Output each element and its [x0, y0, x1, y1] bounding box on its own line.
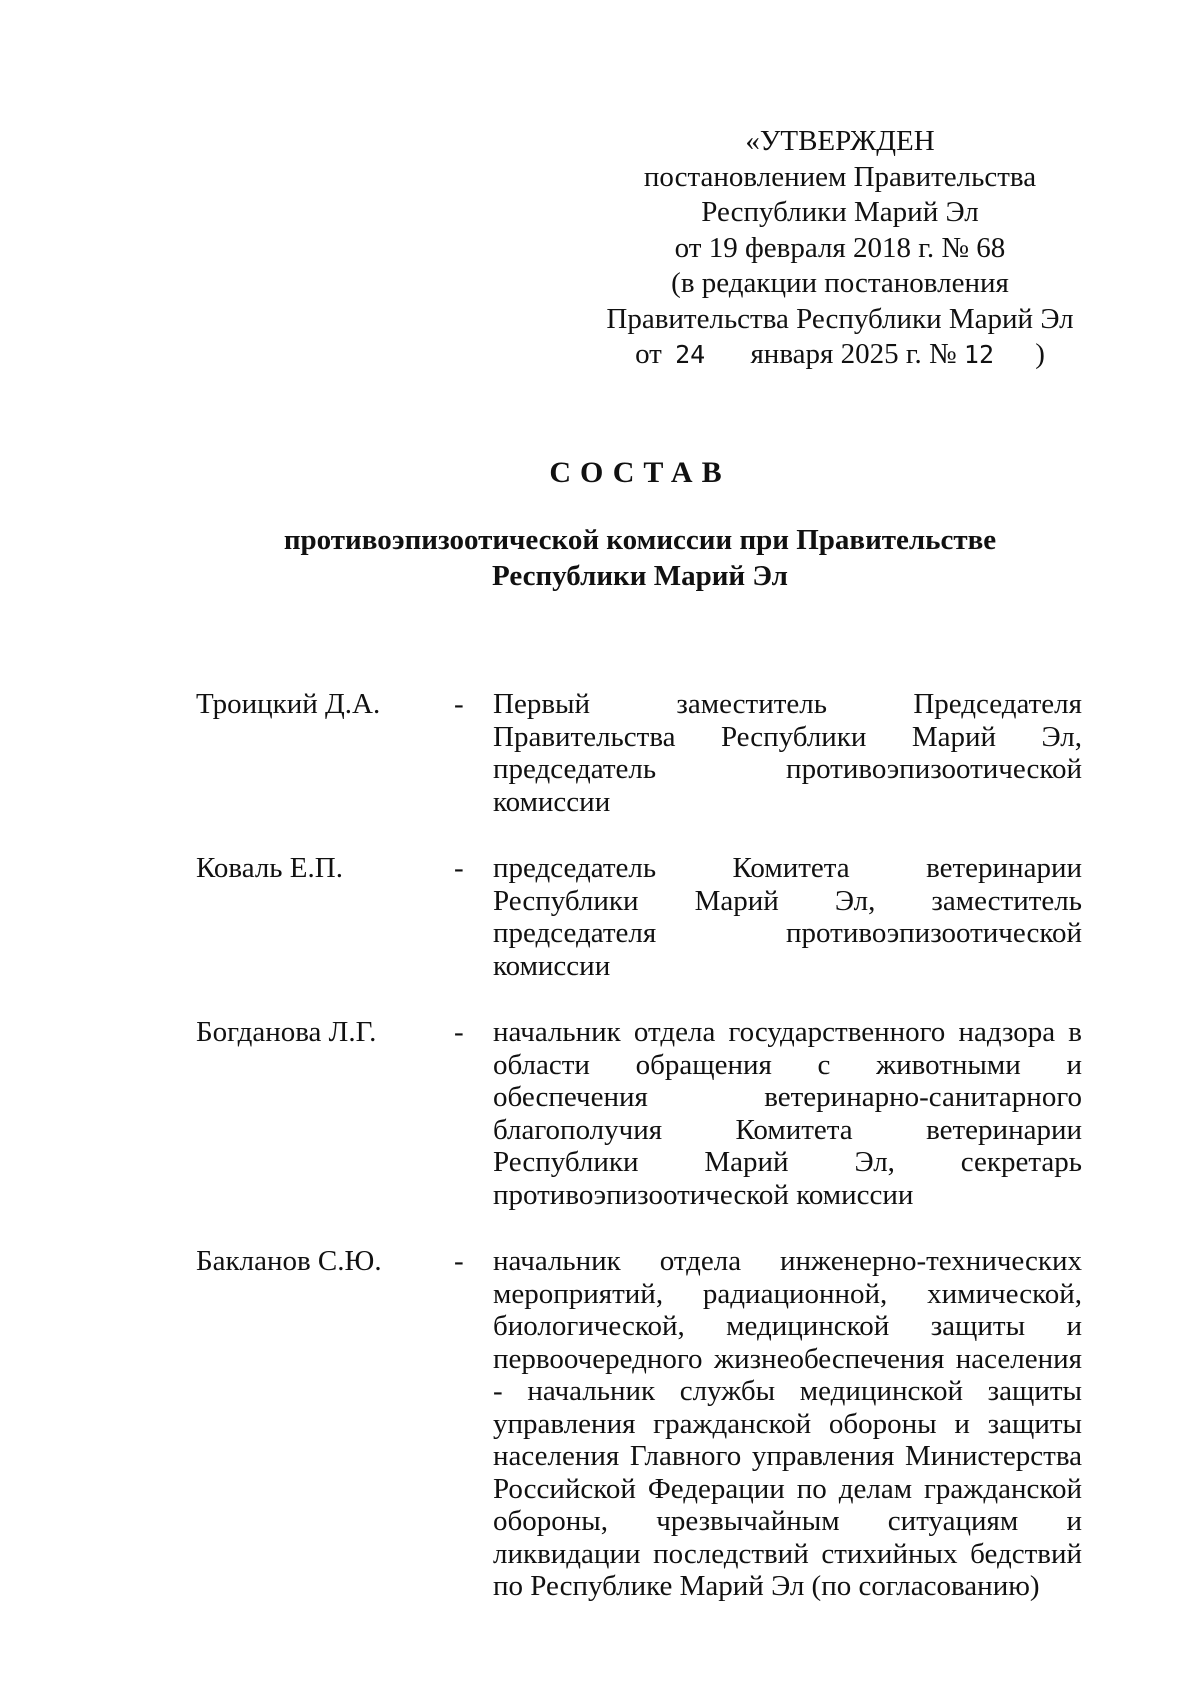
member-dash: - [454, 1016, 464, 1048]
approval-date-line: от 19 февраля 2018 г. № 68 [674, 231, 1006, 264]
amendment-suffix: ) [1035, 338, 1045, 370]
member-entry [196, 688, 1082, 818]
document-subtitle [0, 522, 1200, 594]
member-position: начальник отдела государственного надзора в области обращения с животными и обеспечения ветеринарно-санитарного благополучия Комитета ветеринарии Республики Марий Эл, секретарь противоэпизоотической комиссии [493, 1016, 1082, 1211]
approval-line: Республики Марий Эл [701, 196, 979, 228]
member-name: Богданова Л.Г. [196, 1016, 377, 1048]
amendment-day: 24 [675, 340, 706, 369]
member-position: Первый заместитель Председателя Правительства Республики Марий Эл, председатель противоэпизоотической комиссии [493, 688, 1082, 818]
subtitle-line: противоэпизоотической комиссии при Правительстве [283, 524, 997, 556]
member-name: Коваль Е.П. [196, 852, 343, 884]
members-list [196, 688, 1082, 1637]
approval-line: (в редакции постановления [671, 267, 1009, 299]
amendment-date-line [590, 337, 1090, 373]
amendment-prefix: от [635, 338, 662, 370]
approval-line: Правительства Республики Марий Эл [606, 302, 1074, 335]
member-entry [196, 1016, 1082, 1211]
member-entry [196, 1245, 1082, 1603]
member-dash: - [454, 688, 464, 720]
approval-line: постановлением Правительства [643, 160, 1037, 193]
member-position: председатель Комитета ветеринарии Республики Марий Эл, заместитель председателя противоэпизоотической комиссии [493, 852, 1082, 982]
member-position: начальник отдела инженерно-технических мероприятий, радиационной, химической, биологической, медицинской защиты и первоочередного жизнеобеспечения населения - начальник службы медицинской защиты управления гражданской обороны и защиты населения Главного управления Министерства Российской Федерации по делам гражданской обороны, чрезвычайным ситуациям и ликвидации последствий стихийных бедствий по Республике Марий Эл (по согласованию) [493, 1245, 1082, 1602]
document-title: СОСТАВ [549, 456, 731, 489]
member-dash: - [454, 852, 464, 884]
approval-stamp [590, 124, 1090, 373]
member-name: Бакланов С.Ю. [196, 1245, 382, 1277]
amendment-month-year: января 2025 г. № [750, 338, 957, 370]
member-dash: - [454, 1245, 464, 1277]
subtitle-line: Республики Марий Эл [492, 560, 788, 592]
member-name: Троицкий Д.А. [196, 688, 381, 720]
amendment-number: 12 [963, 340, 994, 369]
member-entry [196, 852, 1082, 982]
approval-heading: «УТВЕРЖДЕН [745, 125, 935, 157]
